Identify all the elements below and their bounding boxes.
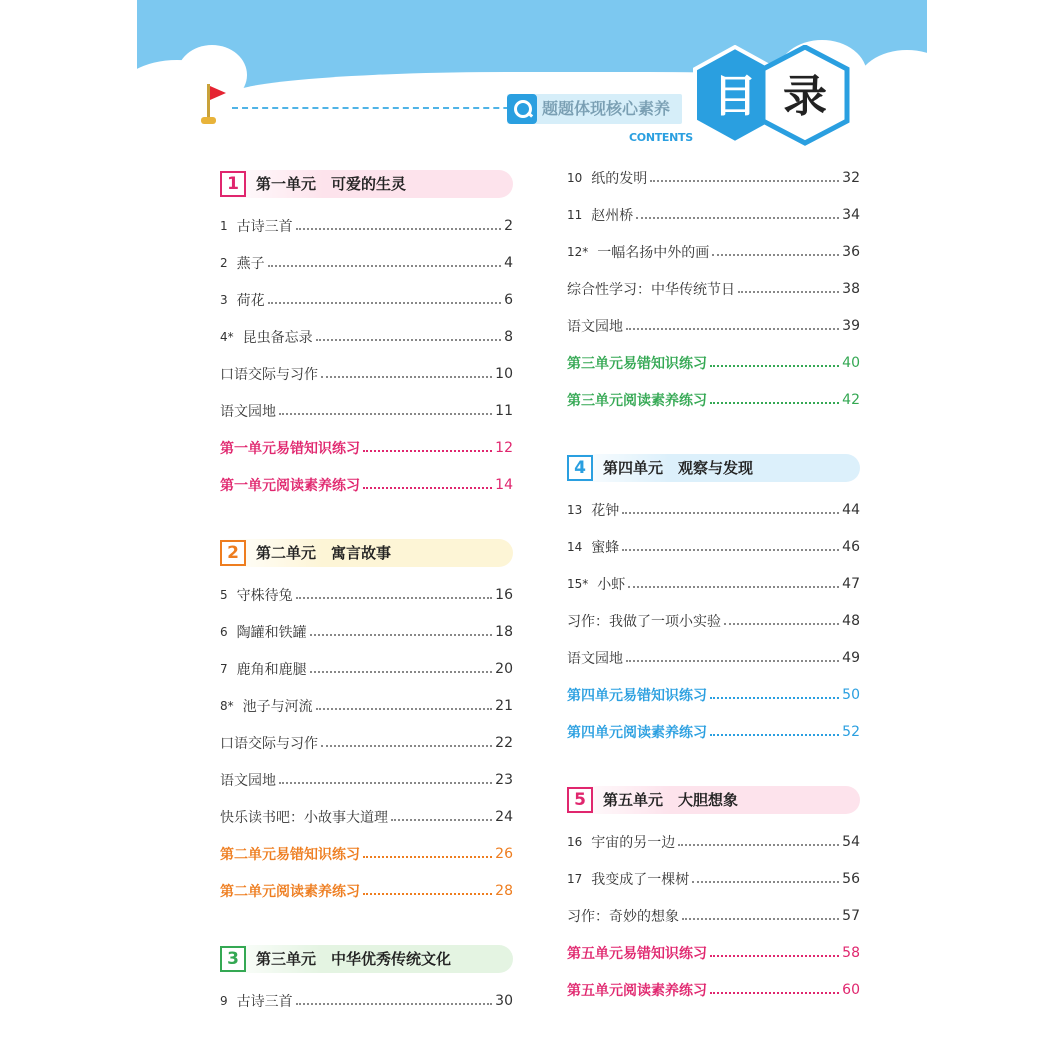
toc-entry[interactable] (220, 687, 513, 724)
unit-header-1 (220, 170, 513, 198)
unit-title: 第五单元 大胆想象 (603, 791, 739, 809)
toc-entry[interactable] (567, 897, 860, 934)
exercise-entry[interactable] (567, 344, 860, 381)
lesson-number: 15* (567, 576, 589, 591)
section-gap (567, 418, 860, 454)
unit-title: 第一单元 可爱的生灵 (256, 175, 407, 193)
leader-dots (296, 1003, 493, 1005)
entry-title: 第四单元阅读素养练习 (567, 724, 707, 741)
entry-title: 语文园地 (567, 318, 623, 335)
leader-dots (738, 291, 839, 293)
unit-header-5 (567, 786, 860, 814)
toc-entry[interactable] (220, 281, 513, 318)
entry-title: 第一单元阅读素养练习 (220, 477, 360, 494)
entry-title: 一幅名扬中外的画 (597, 244, 710, 261)
page-number: 23 (495, 771, 513, 788)
entry-title: 第四单元易错知识练习 (567, 687, 707, 704)
entry-title: 鹿角和鹿腿 (236, 661, 307, 678)
title-char-1: 目 (713, 71, 757, 122)
leader-dots (316, 708, 493, 710)
leader-dots (622, 549, 839, 551)
entry-title: 习作：奇妙的想象 (567, 908, 679, 925)
page-number: 14 (495, 476, 513, 493)
page-number: 30 (495, 992, 513, 1009)
leader-dots (321, 745, 492, 747)
flag-icon (210, 86, 226, 100)
entry-title: 小虾 (597, 576, 626, 593)
unit-number-badge: 1 (220, 171, 246, 197)
entry-title: 综合性学习：中华传统节日 (567, 281, 735, 298)
entry-title: 我变成了一棵树 (591, 871, 690, 888)
leader-dots (678, 844, 839, 846)
page-number: 20 (495, 660, 513, 677)
page-number: 28 (495, 882, 513, 899)
toc-entry[interactable] (220, 207, 513, 244)
leader-dots (682, 918, 839, 920)
page-number: 54 (842, 833, 860, 850)
leader-dots (363, 893, 492, 895)
toc-entry[interactable] (220, 244, 513, 281)
toc-entry[interactable] (567, 528, 860, 565)
leader-dots (363, 856, 492, 858)
entry-title: 古诗三首 (236, 218, 293, 235)
lesson-number: 8* (220, 698, 234, 713)
leader-dots (636, 217, 839, 219)
exercise-entry[interactable] (567, 934, 860, 971)
slogan-text: 题题体现核心素养 (542, 99, 671, 118)
unit-header-2 (220, 539, 513, 567)
toc-entry[interactable] (567, 602, 860, 639)
page-number: 60 (842, 981, 860, 998)
lesson-number: 5 (220, 587, 228, 602)
entry-title: 宇宙的另一边 (591, 834, 676, 851)
leader-dots (310, 634, 493, 636)
page-number: 11 (495, 402, 513, 419)
entry-title: 第五单元阅读素养练习 (567, 982, 707, 999)
toc-entry[interactable] (567, 233, 860, 270)
toc-entry[interactable] (567, 860, 860, 897)
toc-entry[interactable] (567, 196, 860, 233)
unit-number-badge: 3 (220, 946, 246, 972)
exercise-entry[interactable] (567, 713, 860, 750)
entry-title: 第一单元易错知识练习 (220, 440, 360, 457)
unit-header-3 (220, 945, 513, 973)
page-number: 18 (495, 623, 513, 640)
page-number: 52 (842, 723, 860, 740)
leader-dots (363, 487, 492, 489)
page-number: 38 (842, 280, 860, 297)
exercise-entry[interactable] (567, 381, 860, 418)
page-number: 6 (504, 291, 513, 308)
entry-title: 昆虫备忘录 (242, 329, 313, 346)
entry-title: 守株待兔 (236, 587, 293, 604)
entry-title: 口语交际与习作 (220, 366, 318, 383)
unit-title: 第四单元 观察与发现 (603, 459, 754, 477)
lesson-number: 1 (220, 218, 228, 233)
leader-dots (710, 734, 839, 736)
lesson-number: 14 (567, 539, 583, 554)
toc-entry[interactable] (567, 159, 860, 196)
search-icon (507, 94, 537, 124)
exercise-entry[interactable] (220, 835, 513, 872)
entry-title: 第三单元易错知识练习 (567, 355, 707, 372)
leader-dots (710, 402, 839, 404)
leader-dots (391, 819, 492, 821)
leader-dots (626, 660, 839, 662)
unit-number-badge: 2 (220, 540, 246, 566)
toc-entry[interactable] (220, 392, 513, 429)
page-number: 39 (842, 317, 860, 334)
toc-entry[interactable] (220, 761, 513, 798)
toc-entry[interactable] (220, 798, 513, 835)
entry-title: 快乐读书吧：小故事大道理 (220, 809, 388, 826)
lesson-number: 7 (220, 661, 228, 676)
leader-dots (626, 328, 839, 330)
toc-entry[interactable] (220, 724, 513, 761)
leader-dots (321, 376, 492, 378)
page-number: 8 (504, 328, 513, 345)
page-number: 47 (842, 575, 860, 592)
toc-entry[interactable] (220, 982, 513, 1019)
page-number: 16 (495, 586, 513, 603)
page-number: 32 (842, 169, 860, 186)
leader-dots (622, 512, 839, 514)
section-gap (220, 909, 513, 945)
lesson-number: 11 (567, 207, 583, 222)
leader-dots (710, 365, 839, 367)
page-number: 46 (842, 538, 860, 555)
entry-title: 习作：我做了一项小实验 (567, 613, 721, 630)
section-gap (567, 750, 860, 786)
page-number: 48 (842, 612, 860, 629)
lesson-number: 17 (567, 871, 583, 886)
exercise-entry[interactable] (567, 676, 860, 713)
page-number: 22 (495, 734, 513, 751)
page-number: 42 (842, 391, 860, 408)
page-number: 24 (495, 808, 513, 825)
page-number: 57 (842, 907, 860, 924)
toc-entry[interactable] (567, 270, 860, 307)
entry-title: 蜜蜂 (591, 539, 620, 556)
page-number: 10 (495, 365, 513, 382)
toc-entry[interactable] (567, 639, 860, 676)
leader-dots (712, 254, 839, 256)
leader-dots (710, 955, 839, 957)
page-number: 36 (842, 243, 860, 260)
toc-entry[interactable] (220, 355, 513, 392)
unit-header-4 (567, 454, 860, 482)
page-number: 34 (842, 206, 860, 223)
toc-page (137, 0, 927, 1063)
page-number: 49 (842, 649, 860, 666)
entry-title: 燕子 (236, 255, 265, 272)
toc-entry[interactable] (220, 650, 513, 687)
leader-dots (279, 782, 492, 784)
flag-base (201, 117, 216, 124)
page-number: 12 (495, 439, 513, 456)
lesson-number: 2 (220, 255, 228, 270)
lesson-number: 16 (567, 834, 583, 849)
toc-column-right (567, 159, 860, 1008)
entry-title: 荷花 (236, 292, 265, 309)
entry-title: 古诗三首 (236, 993, 293, 1010)
page-number: 50 (842, 686, 860, 703)
entry-title: 第五单元易错知识练习 (567, 945, 707, 962)
page-number: 58 (842, 944, 860, 961)
toc-entry[interactable] (220, 318, 513, 355)
exercise-entry[interactable] (220, 872, 513, 909)
entry-title: 纸的发明 (591, 170, 648, 187)
lesson-number: 12* (567, 244, 589, 259)
leader-dots (296, 228, 501, 230)
page-number: 44 (842, 501, 860, 518)
leader-dots (710, 697, 839, 699)
entry-title: 陶罐和铁罐 (236, 624, 307, 641)
exercise-entry[interactable] (567, 971, 860, 1008)
unit-number-badge: 5 (567, 787, 593, 813)
leader-dots (363, 450, 492, 452)
toc-column-left (220, 170, 513, 1019)
leader-dots (650, 180, 839, 182)
lesson-number: 6 (220, 624, 228, 639)
leader-dots (628, 586, 839, 588)
lesson-number: 9 (220, 993, 228, 1008)
lesson-number: 10 (567, 170, 583, 185)
title-hexagons (687, 45, 857, 150)
entry-title: 语文园地 (220, 403, 276, 420)
unit-title: 第二单元 寓言故事 (256, 544, 392, 562)
page-number: 56 (842, 870, 860, 887)
exercise-entry[interactable] (220, 429, 513, 466)
leader-dots (310, 671, 493, 673)
leader-dots (268, 302, 501, 304)
leader-dots (724, 623, 839, 625)
lesson-number: 4* (220, 329, 234, 344)
entry-title: 花钟 (591, 502, 620, 519)
page-number: 2 (504, 217, 513, 234)
entry-title: 语文园地 (567, 650, 623, 667)
unit-title: 第三单元 中华优秀传统文化 (256, 950, 452, 968)
entry-title: 赵州桥 (591, 207, 634, 224)
page-number: 40 (842, 354, 860, 371)
leader-dots (279, 413, 492, 415)
unit-number-badge: 4 (567, 455, 593, 481)
toc-entry[interactable] (220, 576, 513, 613)
entry-title: 第二单元阅读素养练习 (220, 883, 360, 900)
page-number: 21 (495, 697, 513, 714)
entry-title: 第二单元易错知识练习 (220, 846, 360, 863)
leader-dots (268, 265, 501, 267)
exercise-entry[interactable] (220, 466, 513, 503)
toc-entry[interactable] (567, 565, 860, 602)
leader-dots (692, 881, 839, 883)
leader-dots (710, 992, 839, 994)
page-number: 4 (504, 254, 513, 271)
page-number: 26 (495, 845, 513, 862)
lesson-number: 13 (567, 502, 583, 517)
entry-title: 池子与河流 (242, 698, 313, 715)
entry-title: 第三单元阅读素养练习 (567, 392, 707, 409)
toc-entry[interactable] (567, 491, 860, 528)
toc-entry[interactable] (220, 613, 513, 650)
entry-title: 语文园地 (220, 772, 276, 789)
leader-dots (316, 339, 501, 341)
section-gap (220, 503, 513, 539)
contents-label: CONTENTS (629, 131, 693, 144)
lesson-number: 3 (220, 292, 228, 307)
toc-entry[interactable] (567, 307, 860, 344)
leader-dots (296, 597, 493, 599)
toc-entry[interactable] (567, 823, 860, 860)
title-char-2: 录 (783, 71, 827, 122)
entry-title: 口语交际与习作 (220, 735, 318, 752)
